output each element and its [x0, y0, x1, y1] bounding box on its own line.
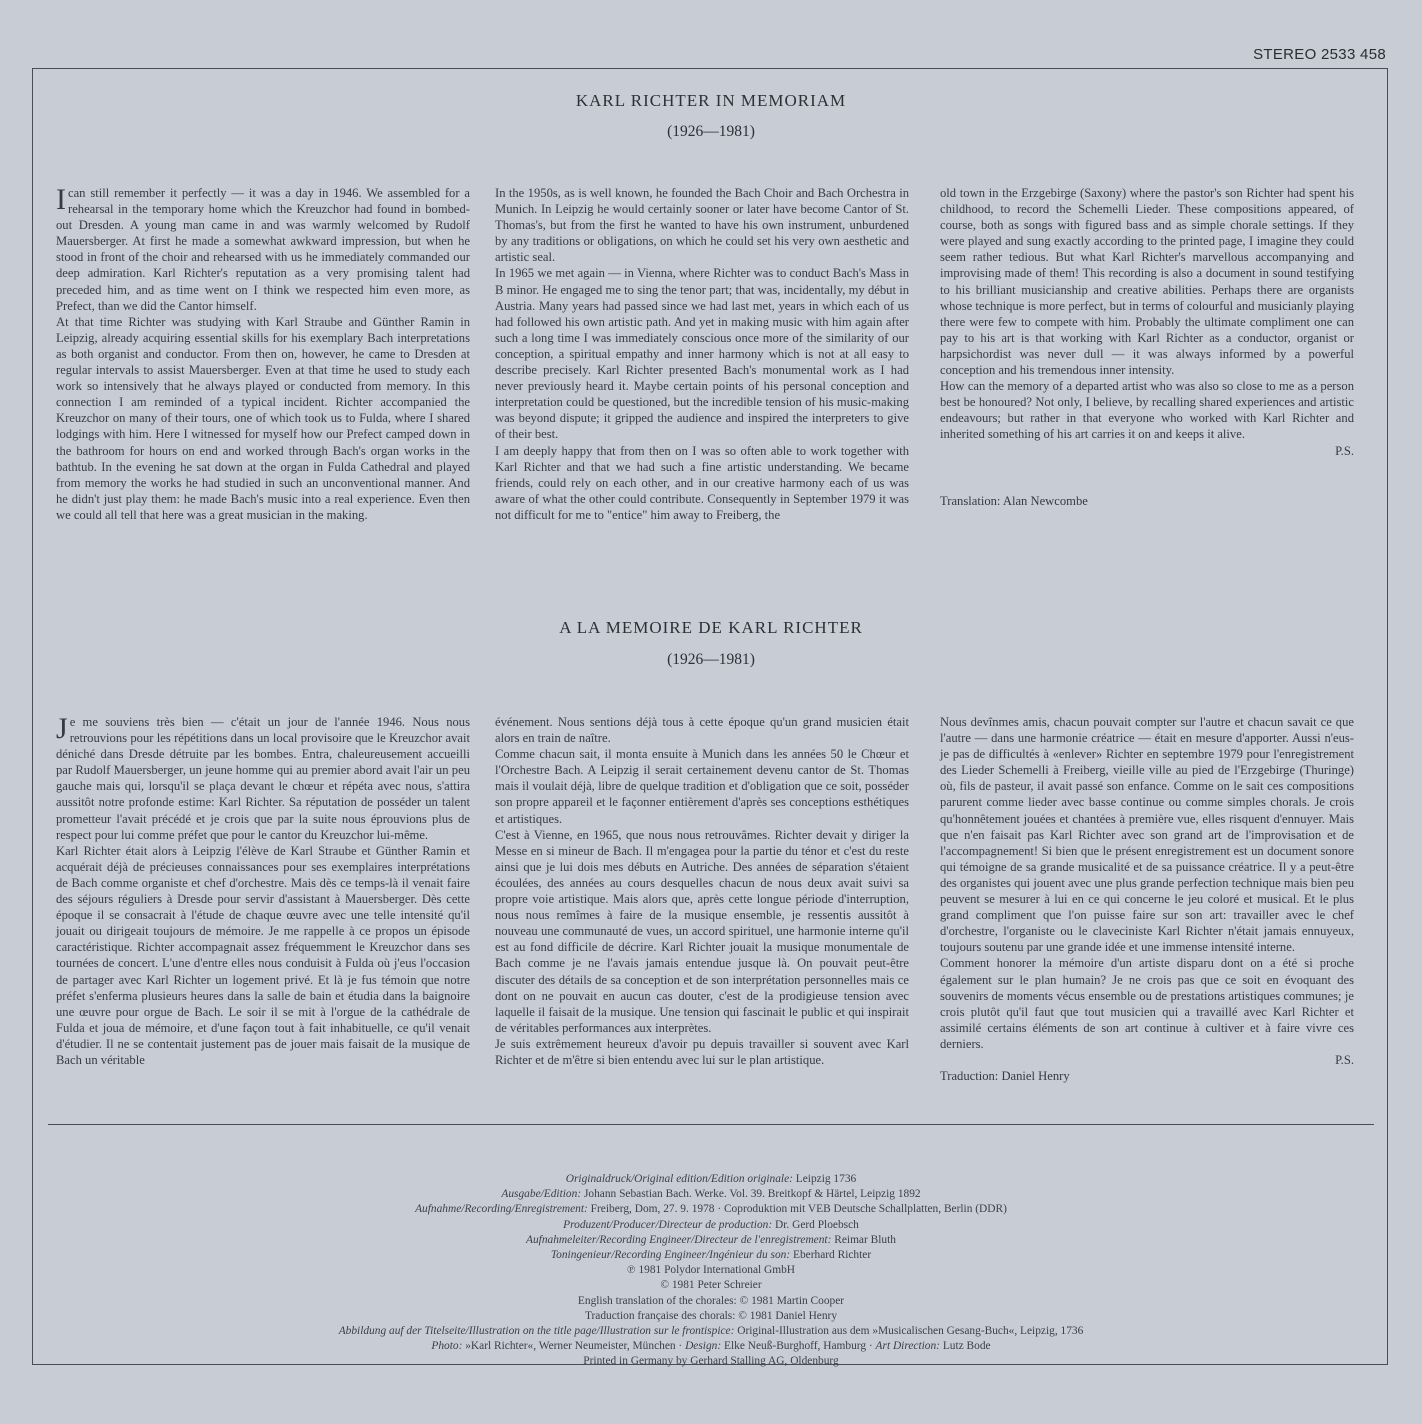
paragraph: In 1965 we met again — in Vienna, where Richter was to conduct Bach's Mass in B minor. He engaged me to sing the tenor part; that was, incidentally, my début in Austria. Many years had passed since we had last met, years in which each of us had followed his own artistic path. And yet in making music with him again after such a long time I was immediately conscious once more of the similarity of our conception, a spiritual empathy and inner harmony which is not at all easy to describe precisely. Karl Richter presented Bach's monumental work as I had never previously heard it. Maybe certain points of his personal conception and interpretation could be questioned, but the incredible tension of his music-making was beyond dispute; it gripped the audience and inspired the interpreters to give of their best. [495, 266, 909, 442]
paragraph: At that time Richter was studying with Karl Straube and Günther Ramin in Leipzig, already acquiring essential skills for his exemplary Bach interpretations as both organist and conductor. From then on, however, he came to Dresden at regular intervals to assist Mauersberger. Even at that time he used to study each work so intensively that he always played or conducted from memory. In this connection I am reminded of a typical incident. Richter accompanied the Kreuzchor on many of their tours, one of which took us to Fulda, where I shared lodgings with him. Here I witnessed for myself how our Prefect camped down in the bathroom for hours on end and worked through Bach's organ works in the bathtub. In the evening he sat down at the organ in Fulda Cathedral and played from memory the works he had studied in such an unconventional manner. And he didn't just play them: he made Bach's music into a real experience. Even then we could all tell that here was a great musician in the making. [56, 314, 470, 522]
credit-value: Dr. Gerd Ploebsch [772, 1218, 859, 1231]
credits [0, 1172, 1422, 1370]
credit-value: Lutz Bode [939, 1340, 991, 1353]
paragraph: Comme chacun sait, il monta ensuite à Munich dans les années 50 le Chœur et l'Orchestre Bach. A Leipzig il serait certainement devenu cantor de St. Thomas mais il voulait déjà, libre de quelque tradition et d'obligation que ce soit, posséder son propre appareil et le façonner entièrement d'après ses conceptions esthétiques et artistiques. [495, 747, 909, 826]
english-title: KARL RICHTER IN MEMORIAM [575, 91, 847, 110]
paragraph: événement. Nous sentions déjà tous à cette époque qu'un grand musicien était alors en train de naître. [495, 715, 909, 746]
paragraph: old town in the Erzgebirge (Saxony) where the pastor's son Richter had spent his childhood, to record the Schemelli Lieder. These compositions appeared, of course, both as songs with figured bass and as simple chorale settings. If they were played and sung exactly according to the printed page, I imagine they could seem rather tedious. But what Karl Richter's marvellous accompanying and improvising made of them! This recording is also a document in sound testifying to his brilliant musicianship and creative abilities. Perhaps there are organists whose technique is more perfect, but in terms of colourful and musicianly playing there were few to compete with him. Probably the ultimate compliment one can pay to his art is that working with Karl Richter as a conductor, organist or harpsichordist was never dull — it was always informed by a powerful conception and his tremendous inner intensity. [940, 186, 1354, 378]
credit-line [0, 1172, 1422, 1187]
french-title: A LA MEMOIRE DE KARL RICHTER [559, 618, 863, 637]
credit-value: Traduction française des chorals: © 1981 Daniel Henry [584, 1309, 838, 1322]
credit-label: Aufnahme/Recording/Enregistrement: [415, 1203, 588, 1216]
paragraph: C'est à Vienne, en 1965, que nous nous retrouvâmes. Richter devait y diriger la Messe en si mineur de Bach. Il m'engagea pour la partie du ténor et c'est du reste ainsi que je lui dois mes débuts en Autriche. Des années de séparation s'étaient écoulées, des années au cours desquelles chacun de nous deux avait suivi sa propre voie artistique. Mais alors que, après cette longue période d'interruption, nous nous remîmes à faire de la musique ensemble, je ressentis aussitôt à nouveau une communauté de vues, un accord spirituel, une harmonie interne qu'il est au fond difficile de décrire. Karl Richter jouait la musique monumentale de Bach comme je ne l'avais jamais entendue jusque là. On pouvait peut-être discuter des détails de sa conception et de son interprétation personnelles mais ce dont on ne pouvait en aucun cas douter, c'est de la prodigieuse tension avec laquelle il faisait de la musique. Une tension qui fascinait le public et qui inspirait de véritables performances aux interprètes. [495, 827, 909, 1035]
credit-line [0, 1309, 1422, 1324]
credit-label: Design: [685, 1340, 722, 1353]
credit-value: © 1981 Peter Schreier [660, 1279, 762, 1292]
credit-value: Johann Sebastian Bach. Werke. Vol. 39. Breitkopf & Härtel, Leipzig 1892 [581, 1188, 921, 1201]
signature: P.S. [1335, 443, 1354, 458]
signature: P.S. [1335, 1052, 1354, 1067]
credit-label: Produzent/Producer/Directeur de production: [563, 1218, 773, 1231]
catalog-number: STEREO 2533 458 [1253, 46, 1386, 63]
english-years: (1926—1981) [667, 123, 755, 140]
english-column-3 [940, 185, 1354, 509]
paragraph: I am deeply happy that from then on I was so often able to work together with Karl Richter and that we had such a fine artistic understanding. We became friends, could rely on each other, and in our creative harmony each of us was aware of what the other could contribute. Consequently in September 1979 it was not difficult for me to "entice" him away to Freiberg, the [495, 443, 909, 522]
paragraph: How can the memory of a departed artist who was also so close to me as a person best be honoured? Not only, I believe, by recalling shared experiences and artistic endeavours; but rather in that everyone who worked with Karl Richter and inherited something of his art carries it on and keeps it alive. [940, 379, 1354, 442]
french-years: (1926—1981) [667, 651, 755, 668]
credit-label: Ausgabe/Edition: [501, 1188, 582, 1201]
english-column-1 [56, 185, 470, 523]
credit-line [0, 1187, 1422, 1202]
credit-value: Reimar Bluth [831, 1233, 896, 1246]
french-column-1 [56, 714, 470, 1068]
credit-label: Originaldruck/Original edition/Edition originale: [565, 1173, 793, 1185]
paragraph: Ican still remember it perfectly — it was a day in 1946. We assembled for a rehearsal in the temporary home which the Kreuzchor had found in bombed-out Dresden. A young man came in and was warmly welcomed by Rudolf Mauersberger. At first he made a somewhat awkward impression, but when he stood in front of the choir and rehearsed with us he immediately commanded our deep admiration. Karl Richter's reputation as a very promising talent had preceded him, and as time went on I think we respected him even more, as Prefect, than we did the Cantor himself. [56, 183, 470, 313]
credit-line-photo [0, 1339, 1422, 1354]
paragraph: In the 1950s, as is well known, he founded the Bach Choir and Bach Orchestra in Munich. In Leipzig he would certainly sooner or later have become Cantor of St. Thomas's, but from the first he wanted to have his own instrument, unburdened by any traditions or obligations, on which he could set his very own aesthetic and artistic seal. [495, 186, 909, 265]
credit-label: Art Direction: [875, 1340, 940, 1353]
credit-value: Elke Neuß-Burghoff, Hamburg · [721, 1340, 876, 1353]
english-column-2 [495, 185, 909, 523]
paragraph: Nous devînmes amis, chacun pouvait compter sur l'autre et chacun savait ce que l'autre — dans une harmonie créatrice — était en mesure d'apporter. Aussi n'eus-je pas de difficultés à «enlever» Richter en septembre 1979 pour l'enregistrement des Lieder Schemelli à Freiberg, vieille ville au pied de l'Erzgebirge (Thuringe) où, fils de pasteur, il avait passé son enfance. Comme on le sait ces compositions parurent comme lieder avec basse continue ou comme simples chorals. Je crois qu'honnêtement jouées et chantées à première vue, elles risquent d'ennuyer. Mais que n'en faisait pas Karl Richter avec son grand art de l'improvisation et de l'accompagnement! Si bien que le présent enregistrement est un document sonore qui témoigne de sa grande musicalité et de sa puissance créatrice. Il y a peut-être des organistes qui jouent avec une plus grande perfection technique mais bien peu peuvent se mesurer à lui en ce qui concerne le jeu coloré et musical. Et le plus grand compliment que l'on puisse faire sur son art: travailler avec le chef d'orchestre, l'organiste ou le claveciniste Karl Richter n'était jamais ennuyeux, toujours soutenu par une grande idée et une immense intensité interne. [940, 715, 1354, 955]
credit-line [0, 1278, 1422, 1293]
paragraph: Comment honorer la mémoire d'un artiste disparu dont on a été si proche également sur le plan humain? Je ne crois pas que ce soit en évoquant des souvenirs de moments vécus ensemble ou de prestations artistiques communes; je crois plutôt qu'il faut que tout musicien qui a travaillé avec Karl Richter et assimilé certains éléments de son art continue à cultiver et à faire vivre ces derniers. [940, 956, 1354, 1051]
credit-line [0, 1263, 1422, 1278]
french-column-2 [495, 714, 909, 1068]
paragraph: Karl Richter était alors à Leipzig l'élève de Karl Straube et Günther Ramin et acquérait déjà de précieuses connaissances pour ses exemplaires interprétations de Bach comme organiste et chef d'orchestre. Mais dès ce temps-là il venait faire des séjours réguliers à Dresde pour servir d'assistant à Mauersberger. Dès cette époque il se consacrait à l'étude de chaque œuvre avec une telle intensité qu'il jouait ou dirigeait toujours de mémoire. Je me rappelle à ce propos un épisode caractéristique. Richter accompagnait assez fréquemment le Kreuzchor dans ses tournées de concert. L'une d'entre elles nous conduisit à Fulda où j'eus l'occasion de partager avec Karl Richter un logement privé. Et là je fus témoin que notre préfet s'enferma plusieurs heures dans la salle de bain et étudia dans la baignoire une œuvre pour orgue de Bach. Le soir il se mit à l'orgue de la cathédrale de Fulda et joua de mémoire, et d'une façon tout à fait inhabituelle, ce qu'il venait d'étudier. Il ne se contentait justement pas de jouer mais faisait de la musique de Bach un véritable [56, 843, 470, 1067]
credit-value: Original-Illustration aus dem »Musicalischen Gesang-Buch«, Leipzig, 1736 [734, 1325, 1084, 1338]
credit-value: ℗ 1981 Polydor International GmbH [626, 1264, 796, 1277]
credit-line [0, 1233, 1422, 1248]
credit-line [0, 1248, 1422, 1263]
credit-label: Abbildung auf der Titelseite/Illustration on the title page/Illustration sur le frontispice: [338, 1325, 735, 1338]
translator-credit: Translation: Alan Newcombe [940, 493, 1088, 508]
credit-value: Leipzig 1736 [792, 1173, 857, 1185]
credit-value: »Karl Richter«, Werner Neumeister, München · [462, 1340, 686, 1353]
credit-line [0, 1294, 1422, 1309]
translator-credit: Traduction: Daniel Henry [940, 1069, 1070, 1084]
printer-credit: Printed in Germany by Gerhard Stalling AG, Oldenburg [583, 1355, 839, 1368]
credit-line [0, 1202, 1422, 1217]
credit-line [0, 1324, 1422, 1339]
paragraph: Je me souviens très bien — c'était un jour de l'année 1946. Nous nous retrouvions pour les répétitions dans un local provisoire que le Kreuzchor avait déniché dans Dresde détruite par les bombes. Entra, chaleureusement accueilli par Rudolf Mauersberger, un jeune homme qui au premier abord avait l'air un peu gauche mais qui, lorsqu'il se plaça devant le chœur et répéta avec nous, s'attira aussitôt notre profonde estime: Karl Richter. Sa réputation de posséder un talent prometteur l'avait précédé et je crois que par la suite nous éprouvions plus de respect pour lui comme préfet que pour le cantor du Kreuzchor lui-même. [56, 712, 470, 842]
credit-line [0, 1218, 1422, 1233]
divider [48, 1124, 1374, 1125]
credit-label: Aufnahmeleiter/Recording Engineer/Directeur de l'enregistrement: [526, 1233, 832, 1246]
credit-label: Toningenieur/Recording Engineer/Ingénieur du son: [550, 1249, 791, 1262]
credit-value: English translation of the chorales: © 1981 Martin Cooper [577, 1294, 845, 1307]
credit-value: Freiberg, Dom, 27. 9. 1978 · Coproduktion mit VEB Deutsche Schallplatten, Berlin (DDR) [587, 1203, 1007, 1216]
credit-label: Photo: [431, 1340, 463, 1353]
credit-value: Eberhard Richter [790, 1249, 872, 1262]
french-column-3 [940, 714, 1354, 1084]
paragraph: Je suis extrêmement heureux d'avoir pu depuis travailler si souvent avec Karl Richter et de m'être si bien entendu avec lui sur le plan artistique. [495, 1036, 909, 1067]
